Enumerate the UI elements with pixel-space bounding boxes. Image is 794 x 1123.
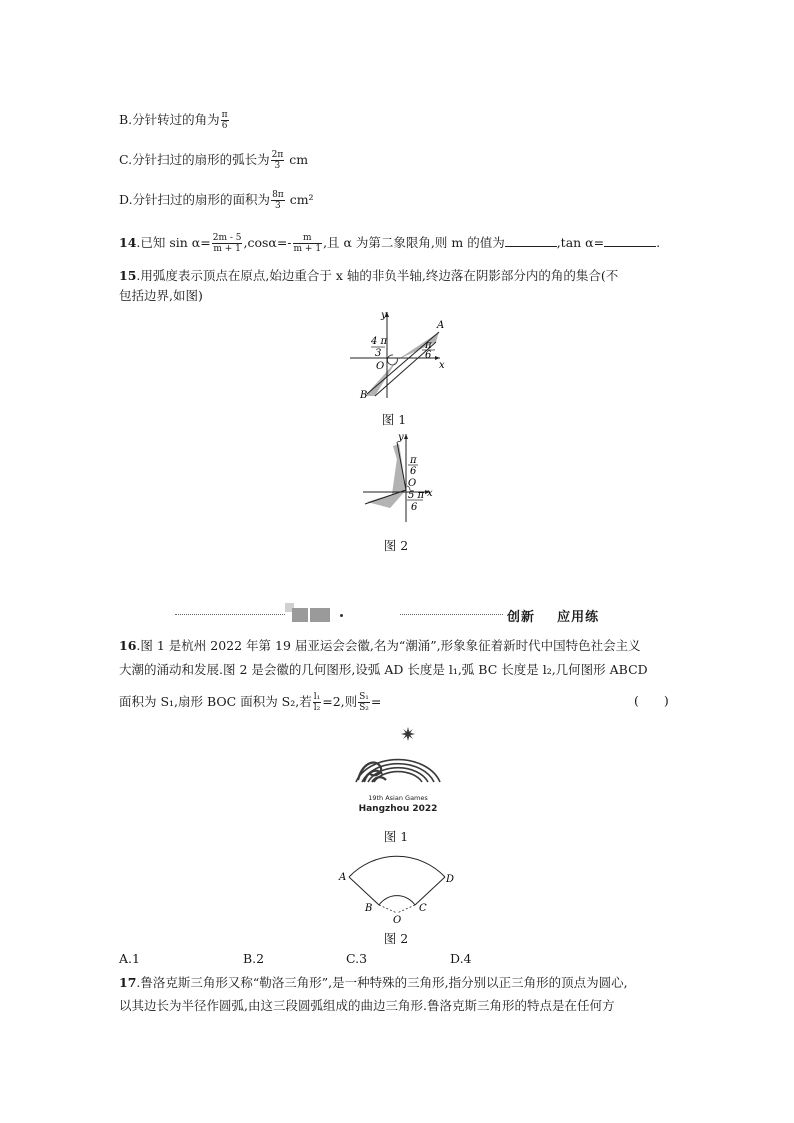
answer-paren[interactable]: ( ) — [634, 693, 669, 708]
angle-label: π — [425, 340, 432, 351]
annular-sector-figure — [335, 845, 465, 925]
logo-title: Hangzhou 2022 — [358, 804, 438, 814]
answer-blank[interactable] — [505, 234, 557, 247]
question-16-line3: 面积为 S₁,扇形 BOC 面积为 S₂,若 $\frac{\text{l₁}}{\text{l₂}}$ =2,则 $\frac{\text{S₁}}{\text{S₂}}$ = — [119, 692, 382, 713]
option-d: D.分针扫过的扇形的面积为 $\frac{8\pi}{3}$ cm² — [119, 190, 314, 211]
point-label-b: B — [365, 903, 373, 914]
svg-text:6: 6 — [411, 502, 418, 513]
svg-text:3: 3 — [375, 348, 382, 359]
question-17-line2: 以其边长为半径作圆弧,由这三段圆弧组成的曲边三角形.鲁洛克斯三角形的特点是在任何方 — [119, 998, 615, 1013]
fraction: $\frac{8\pi}{3}$ — [272, 190, 284, 211]
question-15-line1: 15.用弧度表示顶点在原点,始边重合于 x 轴的非负半轴,终边落在阴影部分内的角的集合(不 — [119, 268, 619, 283]
choice-a[interactable]: A.1 — [119, 951, 140, 966]
answer-blank[interactable] — [604, 234, 656, 247]
section-title: 创新 应用练 — [507, 610, 600, 625]
point-label-o: O — [393, 915, 402, 926]
divider-right — [400, 614, 503, 615]
axis-label-x: x — [427, 488, 433, 499]
choice-b[interactable]: B.2 — [243, 951, 265, 966]
fraction: $\frac{2\pi}{3}$ — [271, 150, 284, 171]
asian-games-logo — [348, 728, 448, 814]
section-decoration — [310, 608, 330, 622]
axis-label-y: y — [398, 432, 404, 443]
question-16-line2: 大潮的涌动和发展.图 2 是会徽的几何图形,设弧 AD 长度是 l₁,弧 BC 长度是 l₂,几何图形 ABCD — [119, 662, 648, 677]
figure-caption: 图 1 — [381, 412, 407, 427]
question-15-line2: 包括边界,如图) — [119, 288, 203, 303]
logo-subtitle: 19th Asian Games — [368, 794, 428, 802]
figure-caption: 图 2 — [383, 931, 409, 946]
option-b: B.分针转过的角为 $\frac{\pi}{6}$ — [119, 110, 228, 131]
svg-text:6: 6 — [425, 350, 432, 361]
point-label-a: A — [437, 320, 445, 331]
angle-label: 4 π — [371, 336, 388, 347]
axis-label-y: y — [381, 310, 387, 321]
svg-text:6: 6 — [410, 466, 417, 477]
point-label-c: C — [419, 903, 427, 914]
angle-label: 5 π — [408, 490, 425, 501]
option-c: C.分针扫过的扇形的弧长为 $\frac{2\pi}{3}$ cm — [119, 150, 309, 171]
angle-label: π — [410, 455, 417, 466]
point-label-b: B — [360, 390, 368, 401]
angle-figure-1 — [345, 310, 445, 400]
angle-figure-2 — [355, 430, 445, 525]
question-16-line1: 16.图 1 是杭州 2022 年第 19 届亚运会会徽,名为“潮涌”,形象象征着新时代中国特色社会主义 — [119, 638, 641, 653]
question-17-line1: 17.鲁洛克斯三角形又称“勒洛三角形”,是一种特殊的三角形,指分别以正三角形的顶点为圆心, — [119, 975, 628, 990]
question-14: 14.已知 sin α= $\frac{2m - 5}{m + 1}$ ,cosα=- $\frac{m}{m + 1}$ ,且 α 为第二象限角,则 m 的值为 ,tan α= . — [119, 233, 661, 254]
section-decoration — [292, 608, 308, 622]
origin-label: O — [376, 361, 385, 372]
divider-left — [175, 614, 285, 615]
fraction: $\frac{\pi}{6}$ — [221, 110, 228, 131]
figure-caption: 图 1 — [383, 829, 409, 844]
section-dot — [340, 614, 343, 617]
axis-label-x: x — [439, 360, 445, 371]
origin-label: O — [408, 478, 417, 489]
choice-d[interactable]: D.4 — [450, 951, 472, 966]
point-label-d: D — [446, 874, 455, 885]
point-label-a: A — [339, 872, 347, 883]
choice-c[interactable]: C.3 — [346, 951, 368, 966]
figure-caption: 图 2 — [383, 538, 409, 553]
